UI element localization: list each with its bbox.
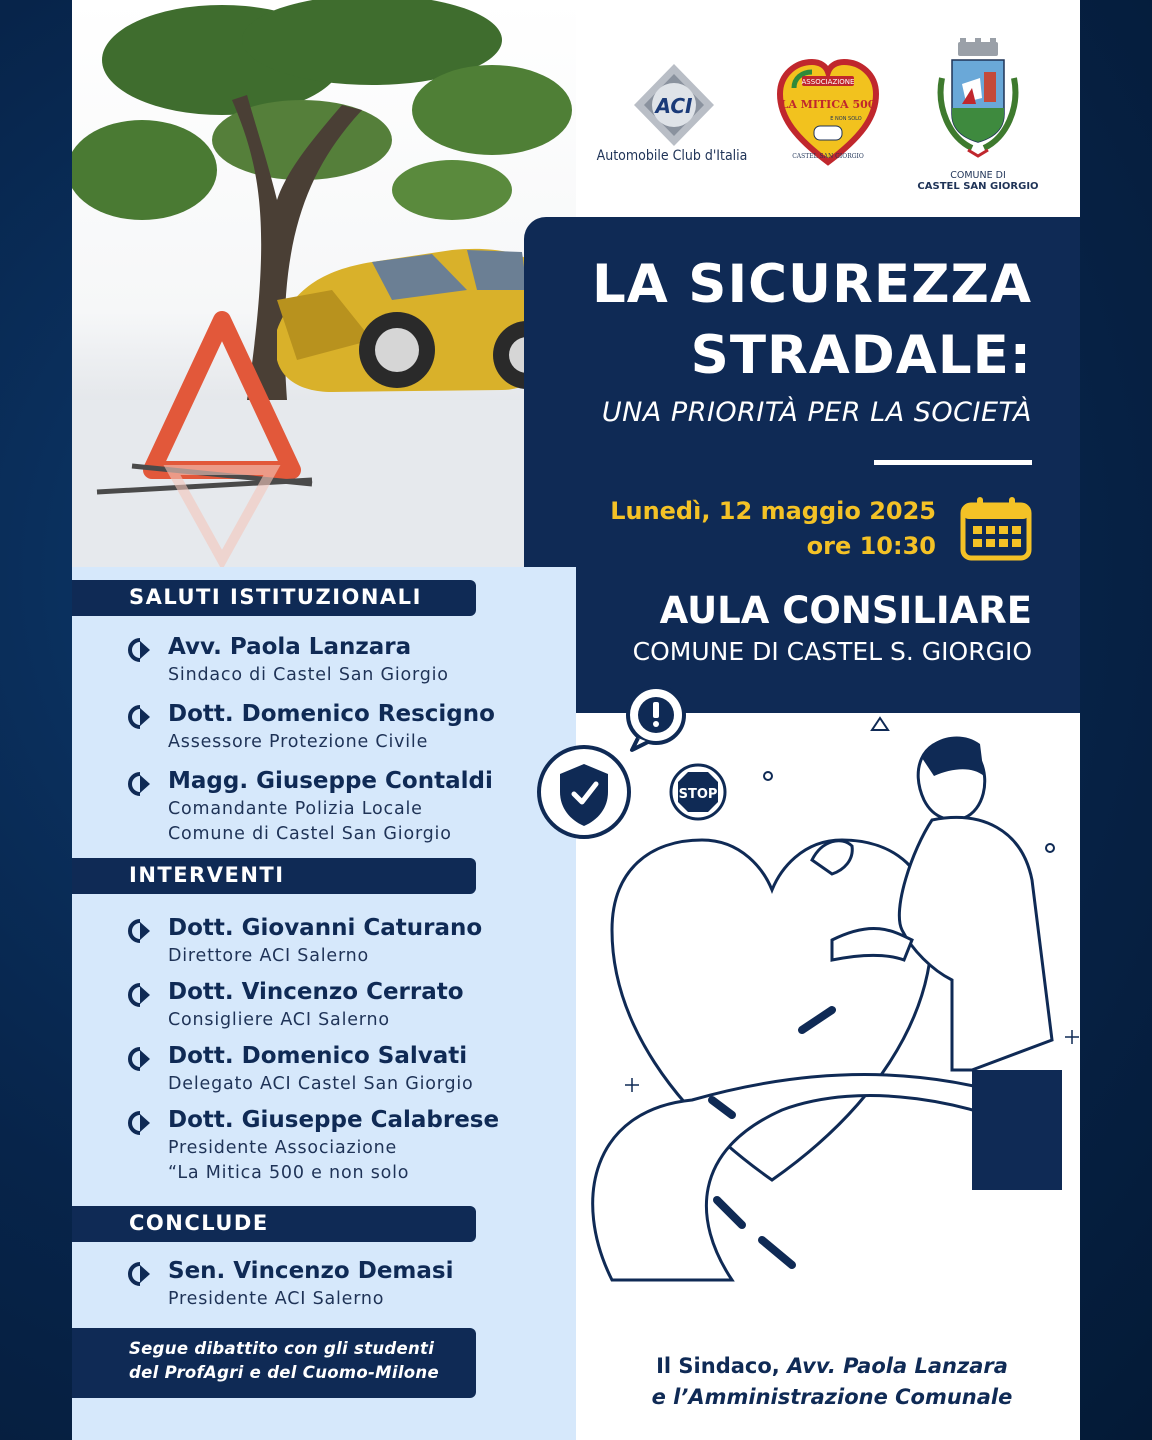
title-panel: [524, 217, 1080, 713]
venue-title: AULA CONSILIARE: [659, 589, 1032, 632]
comune-caption-line2: CASTEL SAN GIORGIO: [917, 181, 1039, 192]
association-heart-emblem: [776, 58, 880, 170]
debate-note: [72, 1328, 476, 1398]
arrow-right-icon: [127, 982, 153, 1008]
shield-check-icon: [539, 747, 629, 837]
arrow-right-icon: [127, 1110, 153, 1136]
speaker-name: Avv. Paola Lanzara: [168, 634, 412, 660]
speaker-name: Dott. Domenico Rescigno: [168, 701, 495, 727]
crash-photo-illustration: [72, 0, 576, 567]
signature-prefix: Il Sindaco,: [656, 1354, 788, 1378]
speaker-role: Assessore Protezione Civile: [168, 732, 429, 752]
event-date: Lunedì, 12 maggio 2025: [610, 497, 936, 525]
comune-coat-of-arms: [932, 38, 1024, 166]
subtitle: UNA PRIORITÀ PER LA SOCIETÀ: [601, 397, 1032, 428]
speaker-role: Sindaco di Castel San Giorgio: [168, 665, 449, 685]
arrow-right-icon: [127, 918, 153, 944]
stop-sign-icon: [671, 765, 725, 819]
speaker-name: Sen. Vincenzo Demasi: [168, 1258, 454, 1284]
svg-text:ACI: ACI: [655, 94, 693, 118]
poster: [72, 0, 1080, 1440]
svg-text:LA MITICA 500: LA MITICA 500: [780, 98, 876, 111]
speaker-role: Consigliere ACI Salerno: [168, 1010, 390, 1030]
speaker-role: Direttore ACI Salerno: [168, 946, 370, 966]
section-interventi: [72, 858, 476, 894]
title-divider: [874, 460, 1032, 465]
speaker-name: Dott. Domenico Salvati: [168, 1043, 468, 1069]
speaker-role-2: Comune di Castel San Giorgio: [168, 824, 452, 844]
section-saluti: [72, 580, 476, 616]
road-heart-illustration: [532, 680, 1080, 1300]
aci-caption: Automobile Club d'Italia: [596, 148, 748, 164]
speaker-name: Dott. Giovanni Caturano: [168, 915, 483, 941]
speaker-role: Delegato ACI Castel San Giorgio: [168, 1074, 474, 1094]
calendar-icon: [960, 495, 1032, 561]
svg-text:CASTEL SAN GIORGIO: CASTEL SAN GIORGIO: [792, 153, 864, 160]
speaker-name: Magg. Giuseppe Contaldi: [168, 768, 493, 794]
arrow-right-icon: [127, 1261, 153, 1287]
alert-icon: [628, 687, 684, 750]
section-conclude-label: CONCLUDE: [129, 1211, 269, 1235]
aci-emblem: [632, 62, 716, 148]
comune-caption-line1: COMUNE DI: [950, 170, 1006, 181]
svg-text:E NON SOLO: E NON SOLO: [830, 116, 862, 122]
debate-note-line2: del ProfAgri e del Cuomo-Milone: [129, 1363, 439, 1382]
signature-line2: e l’Amministrazione Comunale: [651, 1385, 1013, 1409]
signature-line1: [612, 1354, 1052, 1378]
speaker-name: Dott. Giuseppe Calabrese: [168, 1107, 500, 1133]
svg-text:STOP: STOP: [678, 787, 718, 802]
section-saluti-label: SALUTI ISTITUZIONALI: [129, 585, 422, 609]
speaker-role: Comandante Polizia Locale: [168, 799, 423, 819]
speaker-name: Dott. Vincenzo Cerrato: [168, 979, 464, 1005]
arrow-right-icon: [127, 637, 153, 663]
arrow-right-icon: [127, 1046, 153, 1072]
speaker-role-2: “La Mitica 500 e non solo: [168, 1163, 410, 1183]
signature-name: Avv. Paola Lanzara: [787, 1354, 1008, 1378]
debate-note-line1: Segue dibattito con gli studenti: [129, 1339, 435, 1358]
section-interventi-label: INTERVENTI: [129, 863, 285, 887]
section-conclude: [72, 1206, 476, 1242]
crash-photo: [72, 0, 576, 567]
title-line-2: STRADALE:: [690, 325, 1032, 386]
arrow-right-icon: [127, 771, 153, 797]
title-line-1: LA SICUREZZA: [592, 254, 1032, 315]
svg-text:ASSOCIAZIONE: ASSOCIAZIONE: [801, 78, 855, 86]
arrow-right-icon: [127, 704, 153, 730]
speaker-role: Presidente Associazione: [168, 1138, 398, 1158]
venue-subtitle: COMUNE DI CASTEL S. GIORGIO: [632, 637, 1032, 666]
speaker-role: Presidente ACI Salerno: [168, 1289, 385, 1309]
event-time: ore 10:30: [806, 532, 936, 560]
